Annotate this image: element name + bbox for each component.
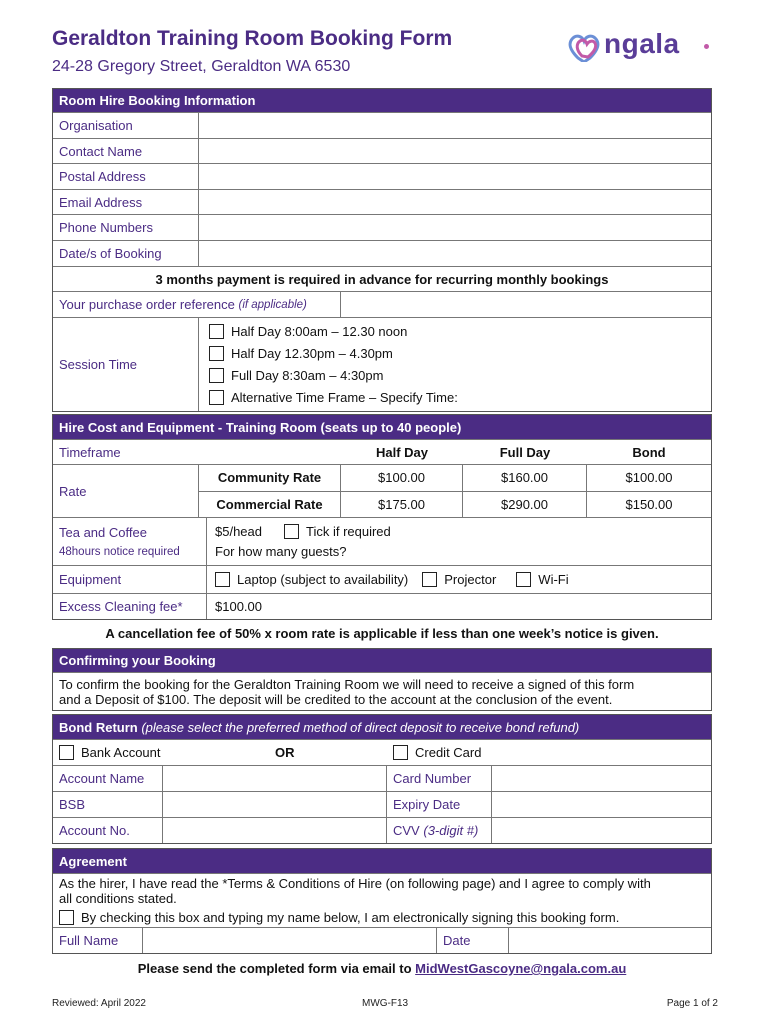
cvv-label-text: CVV [393, 823, 420, 838]
tea-guests-label: For how many guests? [215, 544, 347, 559]
full-name-label: Full Name [53, 928, 143, 953]
bond-return-heading [53, 715, 711, 739]
send-note-text: Please send the completed form via email to [137, 961, 412, 976]
contact-name-input[interactable] [199, 139, 711, 163]
expiry-date-input[interactable] [492, 792, 711, 817]
advance-payment-text: 3 months payment is required in advance for recurring monthly bookings [155, 271, 609, 287]
postal-address-input[interactable] [199, 164, 711, 189]
cvv-input[interactable] [492, 818, 711, 843]
col-full-day: Full Day [499, 444, 551, 460]
room-hire-heading: Room Hire Booking Information [53, 89, 711, 112]
equipment-projector-label: Projector [444, 572, 497, 587]
session-option[interactable] [203, 390, 711, 405]
e-sign-checkbox-line[interactable] [59, 910, 711, 925]
cleaning-fee-label: Excess Cleaning fee* [53, 594, 207, 619]
community-rate-row [199, 465, 711, 491]
session-option[interactable] [203, 324, 711, 339]
session-option[interactable] [203, 346, 711, 361]
form-address: 24-28 Gregory Street, Geraldton WA 6530 [52, 58, 351, 75]
session-time-row [53, 317, 711, 411]
checkbox-icon[interactable] [209, 324, 224, 339]
room-hire-section [52, 88, 712, 412]
reviewed-date: Reviewed: April 2022 [52, 998, 146, 1009]
agreement-line: As the hirer, I have read the *Terms & Conditions of Hire (on following page) and I agree to comply with [59, 876, 651, 891]
field-label: Contact Name [53, 139, 199, 163]
confirming-text [53, 672, 711, 710]
cvv-note: (3-digit #) [423, 823, 479, 838]
account-no-input[interactable] [163, 818, 387, 843]
checkbox-icon[interactable] [209, 390, 224, 405]
card-number-input[interactable] [492, 766, 711, 791]
confirming-line: To confirm the booking for the Geraldton Training Room we will need to receive a signed of this form [59, 676, 635, 692]
hire-cost-section [52, 414, 712, 620]
bsb-row [53, 791, 711, 817]
timeframe-row [53, 439, 711, 464]
organisation-input[interactable] [199, 113, 711, 138]
session-time-label: Session Time [53, 318, 199, 411]
rate-label: Rate [53, 465, 199, 517]
rate-table [199, 465, 711, 517]
phone-numbers-row [53, 214, 711, 240]
checkbox-icon[interactable] [393, 745, 408, 760]
equipment-laptop-label: Laptop (subject to availability) [237, 572, 409, 587]
field-label: Organisation [53, 113, 199, 138]
equipment-wifi-label: Wi-Fi [538, 572, 569, 587]
or-label: OR [275, 745, 295, 760]
email-address-row [53, 189, 711, 214]
signature-row [53, 927, 711, 953]
po-reference-input[interactable] [341, 292, 711, 317]
booking-dates-row [53, 240, 711, 266]
agreement-heading: Agreement [53, 849, 711, 873]
account-name-input[interactable] [163, 766, 387, 791]
contact-name-row [53, 138, 711, 163]
checkbox-icon[interactable] [516, 572, 531, 587]
field-label: Email Address [53, 190, 199, 214]
field-label: Date/s of Booking [53, 241, 199, 266]
confirming-section [52, 648, 712, 711]
session-label: Alternative Time Frame – Specify Time: [231, 390, 458, 406]
tea-coffee-row [53, 517, 711, 565]
bond-method-row [53, 739, 711, 765]
checkbox-icon[interactable] [422, 572, 437, 587]
session-options [199, 318, 711, 411]
hire-cost-heading: Hire Cost and Equipment - Training Room (seats up to 40 people) [53, 415, 711, 439]
send-instructions [52, 961, 712, 976]
rate-name: Commercial Rate [199, 492, 341, 518]
session-label: Half Day 12.30pm – 4.30pm [231, 345, 393, 361]
cleaning-fee-value: $100.00 [215, 599, 262, 614]
po-hint-text: (if applicable) [238, 298, 307, 311]
bank-account-option[interactable] [53, 740, 253, 765]
rate-value: $160.00 [463, 465, 587, 491]
logo-dot-icon [704, 44, 709, 49]
timeframe-label: Timeframe [59, 444, 121, 460]
po-reference-row [53, 291, 711, 317]
checkbox-icon[interactable] [209, 368, 224, 383]
organisation-row [53, 112, 711, 138]
rate-value: $175.00 [341, 492, 463, 518]
tea-coffee-tick-line [215, 524, 711, 539]
field-label: Phone Numbers [53, 215, 199, 240]
rate-value: $100.00 [625, 470, 673, 486]
heart-logo-icon [568, 32, 604, 62]
tea-coffee-label: Tea and Coffee [59, 525, 147, 540]
tea-coffee-label-cell [53, 518, 207, 565]
email-link[interactable]: MidWestGascoyne@ngala.com.au [415, 961, 627, 976]
rate-row [53, 464, 711, 517]
checkbox-icon[interactable] [215, 572, 230, 587]
credit-card-label: Credit Card [415, 745, 482, 760]
session-option[interactable] [203, 368, 711, 383]
account-name-row [53, 765, 711, 791]
date-label: Date [437, 928, 509, 953]
agreement-body [53, 873, 711, 927]
equipment-row [53, 565, 711, 593]
bond-return-note: (please select the preferred method of direct deposit to receive bond refund) [141, 719, 580, 735]
session-label: Half Day 8:00am – 12.30 noon [231, 323, 408, 339]
tea-coffee-notice: 48hours notice required [59, 546, 180, 558]
account-no-label: Account No. [53, 818, 163, 843]
col-bond: Bond [632, 444, 666, 460]
equipment-label: Equipment [53, 566, 207, 593]
expiry-date-label: Expiry Date [387, 792, 492, 817]
rate-value: $290.00 [463, 492, 587, 518]
rate-value: $150.00 [625, 496, 673, 512]
col-half-day: Half Day [375, 444, 429, 460]
date-input[interactable] [509, 928, 711, 953]
card-number-label: Card Number [387, 766, 492, 791]
ngala-logo [568, 26, 718, 66]
rate-name: Community Rate [199, 465, 341, 491]
form-title: Geraldton Training Room Booking Form [52, 27, 453, 50]
email-address-input[interactable] [199, 190, 711, 214]
credit-card-option[interactable] [387, 740, 711, 765]
bond-return-section [52, 714, 712, 844]
agreement-line: all conditions stated. [59, 891, 177, 906]
advance-payment-notice [53, 266, 711, 291]
cvv-label [387, 818, 492, 843]
confirming-heading: Confirming your Booking [53, 649, 711, 672]
checkbox-icon[interactable] [209, 346, 224, 361]
account-name-label: Account Name [53, 766, 163, 791]
form-code: MWG-F13 [362, 998, 409, 1009]
po-reference-label [53, 292, 341, 317]
checkbox-icon[interactable] [59, 745, 74, 760]
full-name-input[interactable] [143, 928, 437, 953]
po-label-text: Your purchase order reference [59, 297, 235, 312]
checkbox-icon[interactable] [59, 910, 74, 925]
bond-return-title: Bond Return [59, 719, 138, 735]
postal-address-row [53, 163, 711, 189]
commercial-rate-row [199, 491, 711, 518]
cleaning-fee-row [53, 593, 711, 619]
checkbox-icon[interactable] [284, 524, 299, 539]
tea-price: $5/head [215, 524, 262, 539]
session-label: Full Day 8:30am – 4:30pm [231, 368, 384, 384]
confirming-line: and a Deposit of $100. The deposit will be credited to the account at the conclusion of the event. [59, 691, 613, 707]
e-sign-text: By checking this box and typing my name below, I am electronically signing this booking form. [81, 910, 620, 925]
booking-dates-input[interactable] [199, 241, 711, 266]
bank-account-label: Bank Account [81, 745, 161, 760]
agreement-section [52, 848, 712, 954]
field-label: Postal Address [53, 164, 199, 189]
phone-numbers-input[interactable] [199, 215, 711, 240]
page-number: Page 1 of 2 [666, 998, 718, 1009]
bsb-input[interactable] [163, 792, 387, 817]
tea-tick-label: Tick if required [306, 524, 391, 539]
rate-value: $100.00 [341, 465, 463, 491]
tea-coffee-options [207, 518, 711, 565]
logo-wordmark: ngala [604, 28, 680, 59]
bsb-label: BSB [53, 792, 163, 817]
cancellation-note: A cancellation fee of 50% x room rate is applicable if less than one week’s notice is given. [105, 626, 659, 641]
account-no-row [53, 817, 711, 843]
equipment-options [207, 566, 711, 593]
